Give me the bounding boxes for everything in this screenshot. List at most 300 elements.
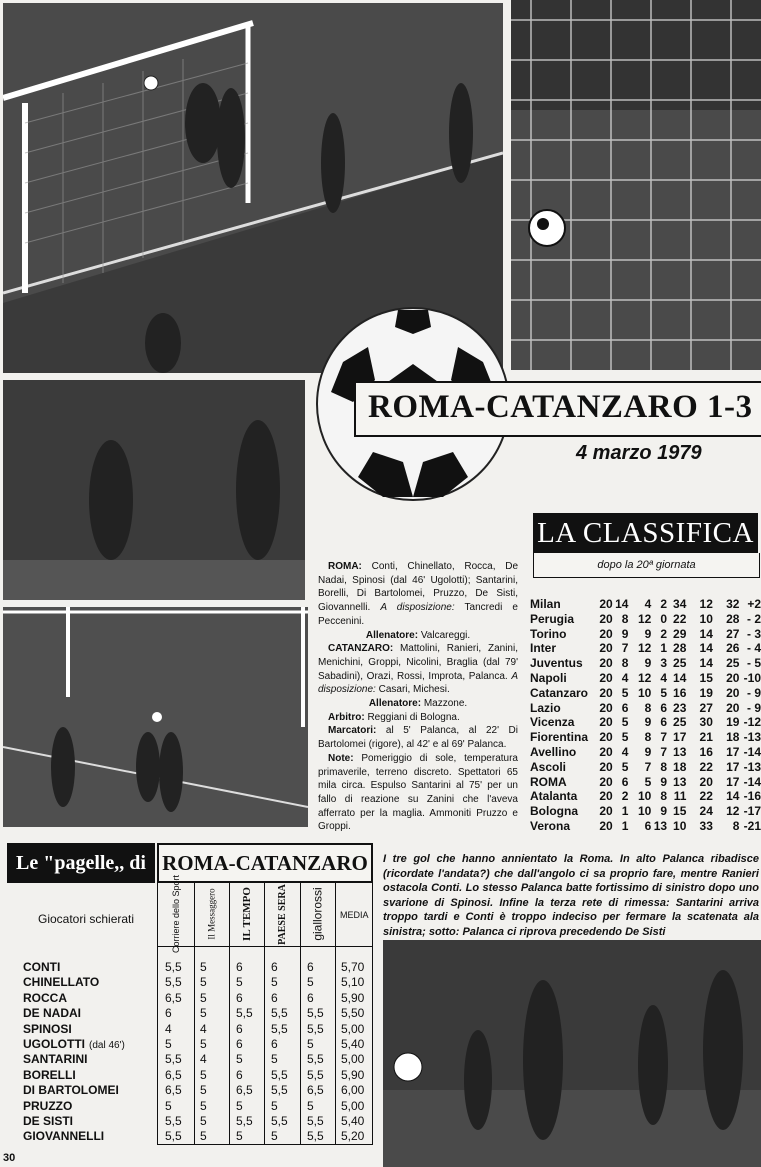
catanzaro-label: CATANZARO: bbox=[328, 643, 394, 655]
standings-cell: 25 bbox=[673, 656, 687, 671]
standings-cell: -10 bbox=[743, 670, 761, 685]
standings-cell: 8 bbox=[660, 789, 668, 804]
vote-value: 5,5 bbox=[236, 1006, 253, 1021]
standings-row bbox=[530, 745, 761, 760]
player-row bbox=[23, 1114, 125, 1129]
standings-cell: - 2 bbox=[746, 611, 761, 626]
source-paese-sera: PAESE SERA bbox=[276, 883, 288, 945]
match-date: 4 marzo 1979 bbox=[576, 442, 702, 464]
roma-disp-label: A disposizione: bbox=[380, 602, 455, 614]
standings-row bbox=[530, 715, 761, 730]
vote-value: 5 bbox=[307, 1036, 314, 1051]
standings-team: Ascoli bbox=[530, 759, 567, 774]
vote-value: 5,5 bbox=[271, 1067, 288, 1082]
vote-value: 5 bbox=[307, 1098, 314, 1113]
vote-value: 5 bbox=[200, 1113, 207, 1128]
standings-cell: 7 bbox=[644, 759, 652, 774]
vote-value: 5 bbox=[200, 1067, 207, 1082]
vote-value: 6,5 bbox=[165, 1067, 182, 1082]
standings-row bbox=[530, 656, 761, 671]
standings-cell: 9 bbox=[644, 656, 652, 671]
standings-team: Bologna bbox=[530, 804, 578, 819]
player-row bbox=[23, 991, 125, 1006]
vote-value: 5,5 bbox=[307, 1052, 324, 1067]
standings-team: Inter bbox=[530, 641, 557, 656]
standings-team: Fiorentina bbox=[530, 730, 589, 745]
standings-cell: 5 bbox=[644, 774, 652, 789]
vote-value: 5 bbox=[200, 990, 207, 1005]
player-name: CONTI bbox=[23, 960, 61, 974]
standings-cell: 11 bbox=[673, 789, 687, 804]
arbitro-label: Arbitro: bbox=[328, 711, 365, 723]
standings-row bbox=[530, 612, 761, 627]
standings-cell: 5 bbox=[621, 759, 629, 774]
media-value: 5,00 bbox=[341, 1052, 365, 1067]
vote-value: 5 bbox=[200, 1098, 207, 1113]
vote-value: 5 bbox=[236, 975, 243, 990]
match-title: ROMA-CATANZARO 1-3 bbox=[368, 389, 753, 425]
source-il-tempo: IL TEMPO bbox=[241, 887, 253, 941]
standings-cell: 9 bbox=[644, 715, 652, 730]
standings-team: Napoli bbox=[530, 670, 567, 685]
standings-cell: 20 bbox=[726, 685, 740, 700]
standings-cell: 9 bbox=[644, 626, 652, 641]
standings-cell: 14 bbox=[726, 789, 740, 804]
standings-cell: 18 bbox=[673, 759, 687, 774]
players-column-label: Giocatori schierati bbox=[38, 912, 135, 926]
player-row bbox=[23, 1068, 125, 1083]
standings-cell: 20 bbox=[599, 774, 613, 789]
standings-cell: 5 bbox=[621, 730, 629, 745]
standings-cell: 32 bbox=[726, 597, 740, 611]
player-name: SANTARINI bbox=[23, 1052, 88, 1067]
standings-cell: 2 bbox=[660, 597, 668, 611]
standings-cell: 5 bbox=[621, 685, 629, 700]
standings-row bbox=[530, 701, 761, 716]
standings-row bbox=[530, 819, 761, 834]
player-name: GIOVANNELLI bbox=[23, 1129, 105, 1144]
vote-value: 5 bbox=[200, 975, 207, 990]
media-value: 5,00 bbox=[341, 1098, 365, 1113]
standings-cell: -16 bbox=[743, 789, 761, 804]
standings-cell: 20 bbox=[699, 774, 713, 789]
standings-cell: 4 bbox=[621, 744, 629, 759]
player-name: UGOLOTTI bbox=[23, 1036, 85, 1051]
standings-cell: 15 bbox=[673, 804, 687, 819]
standings-cell: 7 bbox=[660, 744, 668, 759]
standings-cell: 17 bbox=[673, 730, 687, 745]
votes-column bbox=[165, 960, 182, 1145]
votes-column bbox=[307, 960, 324, 1145]
roma-coach: Valcareggi. bbox=[420, 629, 471, 641]
catanzaro-disp: Casari, Michesi. bbox=[378, 684, 450, 696]
standings-cell: 20 bbox=[599, 685, 613, 700]
vote-value: 5,5 bbox=[165, 1052, 182, 1067]
standings-row bbox=[530, 804, 761, 819]
player-row bbox=[23, 1099, 125, 1114]
standings-cell: 10 bbox=[638, 789, 652, 804]
standings-team: Atalanta bbox=[530, 789, 578, 804]
standings-cell: 17 bbox=[726, 744, 740, 759]
vote-value: 6,5 bbox=[307, 1083, 324, 1098]
pagelle-match-heading: ROMA-CATANZARO bbox=[157, 843, 373, 883]
roma-label: ROMA: bbox=[328, 561, 362, 572]
standings-cell: 10 bbox=[638, 685, 652, 700]
standings-cell: 17 bbox=[726, 759, 740, 774]
standings-cell: 2 bbox=[621, 789, 629, 804]
standings-cell: 17 bbox=[726, 774, 740, 789]
standings-cell: 8 bbox=[644, 730, 652, 745]
standings-cell: -17 bbox=[743, 804, 761, 819]
standings-team: Torino bbox=[530, 626, 567, 641]
standings-cell: 13 bbox=[653, 818, 668, 833]
standings-cell: 23 bbox=[673, 700, 687, 715]
standings-cell: 20 bbox=[726, 670, 740, 685]
player-name: DI BARTOLOMEI bbox=[23, 1083, 119, 1098]
standings-cell: 9 bbox=[644, 744, 652, 759]
vote-value: 5 bbox=[307, 975, 314, 990]
media-value: 5,40 bbox=[341, 1113, 365, 1128]
standings-team: Juventus bbox=[530, 656, 583, 671]
standings-cell: 14 bbox=[673, 670, 687, 685]
standings-cell: 4 bbox=[644, 597, 652, 611]
photo-penalty bbox=[3, 607, 308, 827]
standings-cell: 6 bbox=[644, 818, 652, 833]
player-name: CHINELLATO bbox=[23, 975, 100, 990]
vote-value: 5,5 bbox=[271, 1113, 288, 1128]
standings-cell: 24 bbox=[699, 804, 713, 819]
standings-team: Vicenza bbox=[530, 715, 575, 730]
arbitro: Reggiani di Bologna. bbox=[367, 711, 460, 723]
standings-cell: 20 bbox=[726, 700, 740, 715]
standings-cell: 2 bbox=[660, 626, 668, 641]
vote-value: 5,5 bbox=[307, 1129, 324, 1144]
standings-row bbox=[530, 686, 761, 701]
player-substitution-note: (dal 46') bbox=[89, 1039, 125, 1051]
standings-cell: 20 bbox=[599, 670, 613, 685]
roma-coach-label: Allenatore: bbox=[365, 629, 419, 641]
player-row bbox=[23, 1022, 125, 1037]
standings-team: Milan bbox=[530, 597, 561, 611]
standings-cell: 16 bbox=[699, 744, 713, 759]
player-name: SPINOSI bbox=[23, 1021, 72, 1036]
media-value: 5,90 bbox=[341, 990, 365, 1005]
vote-value: 5,5 bbox=[165, 960, 182, 974]
player-name: BORELLI bbox=[23, 1067, 76, 1082]
vote-value: 6 bbox=[165, 1006, 172, 1021]
standings-cell: 6 bbox=[621, 774, 629, 789]
votes-column bbox=[236, 960, 253, 1145]
standings-team: Lazio bbox=[530, 700, 561, 715]
vote-value: 5 bbox=[236, 1129, 243, 1144]
standings-cell: 19 bbox=[726, 715, 740, 730]
standings-cell: - 9 bbox=[746, 700, 761, 715]
player-row bbox=[23, 1037, 125, 1052]
standings-cell: 0 bbox=[660, 611, 668, 626]
roma-disp: Tancredi e Peccenini. bbox=[318, 602, 518, 627]
note: Pomeriggio di sole, temperatura primaverile, terreno discreto. Spettatori 65 mila circa. Espulso Santarini al 75' per un fallo di reazione su Zanini che l'aveva afferrato per la maglia. Ammoniti Pruzzo e Groppi. bbox=[318, 752, 518, 833]
vote-value: 6 bbox=[236, 990, 243, 1005]
standings-cell: 20 bbox=[599, 804, 613, 819]
standings-team: Verona bbox=[530, 818, 571, 833]
vote-value: 5,5 bbox=[307, 1021, 324, 1036]
standings-cell: 20 bbox=[599, 789, 613, 804]
standings-cell: 14 bbox=[699, 641, 713, 656]
standings-cell: 6 bbox=[660, 715, 668, 730]
media-value: 5,10 bbox=[341, 975, 365, 990]
standings-cell: 16 bbox=[673, 685, 687, 700]
standings-cell: 14 bbox=[699, 656, 713, 671]
standings-cell: 9 bbox=[621, 626, 629, 641]
vote-value: 5,5 bbox=[165, 1129, 182, 1144]
standings-cell: 1 bbox=[621, 804, 629, 819]
vote-value: 5 bbox=[200, 1036, 207, 1051]
source-messaggero: Il Messaggero bbox=[207, 888, 217, 940]
vote-value: 5 bbox=[200, 1006, 207, 1021]
marcatori-label: Marcatori: bbox=[328, 725, 377, 737]
vote-value: 6 bbox=[236, 1021, 243, 1036]
vote-value: 4 bbox=[165, 1021, 172, 1036]
standings-cell: 8 bbox=[660, 759, 668, 774]
standings-cell: 19 bbox=[699, 685, 713, 700]
vote-value: 5 bbox=[200, 960, 207, 974]
standings-cell: 7 bbox=[621, 641, 629, 656]
standings-cell: 20 bbox=[599, 744, 613, 759]
media-value: 5,90 bbox=[341, 1067, 365, 1082]
standings-cell: 21 bbox=[699, 730, 713, 745]
vote-value: 6,5 bbox=[165, 990, 182, 1005]
standings-cell: 10 bbox=[673, 818, 687, 833]
standings-cell: 26 bbox=[726, 641, 740, 656]
standings-row bbox=[530, 730, 761, 745]
standings-cell: 25 bbox=[726, 656, 740, 671]
catanzaro-players: Mattolini, Ranieri, Zanini, Menichini, Groppi, Nicolini, Braglia (dal 79' Sabadini), Orazi, Rossi, Improta, Palanca. bbox=[318, 643, 518, 682]
standings-cell: 3 bbox=[660, 656, 668, 671]
player-name: PRUZZO bbox=[23, 1098, 73, 1113]
standings-cell: 8 bbox=[621, 656, 629, 671]
standings-cell: 12 bbox=[638, 641, 652, 656]
standings-cell: 8 bbox=[644, 700, 652, 715]
vote-value: 6 bbox=[271, 1036, 278, 1051]
catanzaro-coach: Mazzone. bbox=[423, 698, 468, 710]
standings-cell: 34 bbox=[673, 597, 687, 611]
standings-cell: 18 bbox=[726, 730, 740, 745]
standings-cell: 14 bbox=[699, 626, 713, 641]
standings-heading: LA CLASSIFICA bbox=[533, 513, 758, 553]
standings-cell: 29 bbox=[673, 626, 687, 641]
media-value: 5,50 bbox=[341, 1006, 365, 1021]
standings-cell: -12 bbox=[743, 715, 761, 730]
standings-cell: - 5 bbox=[746, 656, 761, 671]
standings-row bbox=[530, 597, 761, 612]
page-number: 30 bbox=[3, 1152, 16, 1164]
vote-value: 5,5 bbox=[271, 1021, 288, 1036]
standings-cell: 12 bbox=[638, 670, 652, 685]
standings-cell: 7 bbox=[660, 730, 668, 745]
standings-cell: 12 bbox=[699, 597, 713, 611]
standings-team: Avellino bbox=[530, 744, 577, 759]
standings-cell: 20 bbox=[599, 641, 613, 656]
vote-value: 5 bbox=[165, 1098, 172, 1113]
standings-cell: 20 bbox=[599, 715, 613, 730]
standings-cell: 9 bbox=[660, 774, 668, 789]
vote-value: 5 bbox=[271, 1052, 278, 1067]
standings-cell: 20 bbox=[599, 700, 613, 715]
standings-cell: - 3 bbox=[746, 626, 761, 641]
votes-column bbox=[271, 960, 288, 1145]
standings-cell: 13 bbox=[673, 744, 687, 759]
standings-cell: 28 bbox=[726, 611, 740, 626]
standings-cell: 20 bbox=[599, 730, 613, 745]
standings-cell: 14 bbox=[615, 597, 629, 611]
standings-cell: 1 bbox=[660, 641, 668, 656]
vote-value: 5 bbox=[236, 1052, 243, 1067]
standings-cell: +2 bbox=[747, 597, 761, 611]
standings-cell: 25 bbox=[673, 715, 687, 730]
photo-goal-net bbox=[511, 0, 761, 370]
photo-palanca-shot bbox=[383, 940, 761, 1167]
standings-cell: 22 bbox=[673, 611, 687, 626]
catanzaro-disp-label: A disposizione: bbox=[318, 670, 518, 696]
vote-value: 5 bbox=[271, 1098, 278, 1113]
vote-value: 5 bbox=[200, 1083, 207, 1098]
standings-team: ROMA bbox=[530, 774, 567, 789]
standings-cell: 20 bbox=[599, 597, 613, 611]
vote-value: 5 bbox=[271, 1129, 278, 1144]
standings-cell: 33 bbox=[699, 818, 713, 833]
vote-value: 5,5 bbox=[165, 975, 182, 990]
standings-cell: 6 bbox=[660, 700, 668, 715]
player-row bbox=[23, 1083, 125, 1098]
standings-cell: 20 bbox=[599, 626, 613, 641]
standings-cell: 4 bbox=[621, 670, 629, 685]
vote-value: 6 bbox=[307, 990, 314, 1005]
vote-value: 6 bbox=[271, 960, 278, 974]
note-label: Note: bbox=[328, 752, 354, 764]
standings-cell: 8 bbox=[621, 611, 629, 626]
vote-value: 5 bbox=[200, 1129, 207, 1144]
player-name: DE NADAI bbox=[23, 1006, 82, 1021]
vote-value: 4 bbox=[200, 1021, 207, 1036]
standings-row bbox=[530, 789, 761, 804]
standings-cell: 20 bbox=[599, 818, 613, 833]
vote-value: 6 bbox=[236, 1067, 243, 1082]
vote-value: 6,5 bbox=[165, 1083, 182, 1098]
standings-cell: 10 bbox=[699, 611, 713, 626]
vote-value: 5,5 bbox=[271, 1083, 288, 1098]
standings-cell: 22 bbox=[699, 759, 713, 774]
vote-value: 5,5 bbox=[307, 1006, 324, 1021]
standings-cell: 27 bbox=[726, 626, 740, 641]
standings-cell: 20 bbox=[599, 656, 613, 671]
match-report bbox=[318, 560, 518, 834]
match-title-box bbox=[354, 381, 761, 437]
standings-team: Perugia bbox=[530, 611, 575, 626]
source-giallorossi: giallorossi bbox=[311, 887, 326, 941]
standings-cell: 5 bbox=[660, 685, 668, 700]
player-name: DE SISTI bbox=[23, 1113, 74, 1128]
vote-value: 5,5 bbox=[307, 1067, 324, 1082]
standings-row bbox=[530, 627, 761, 642]
vote-value: 6 bbox=[307, 960, 314, 974]
source-corriere: Corriere dello Sport bbox=[171, 874, 182, 954]
media-value: 5,70 bbox=[341, 960, 365, 974]
vote-value: 6 bbox=[236, 960, 243, 974]
vote-value: 5,5 bbox=[165, 1113, 182, 1128]
player-row bbox=[23, 1129, 125, 1144]
standings-cell: - 4 bbox=[746, 641, 761, 656]
photo-caption: I tre gol che hanno annientato la Roma. In alto Palanca ribadisce (ricordate l'andata?) che dall'angolo ci sa proprio fare, mentre Ranieri ostacola Conti. Lo stesso Palanca batte fortissimo di sinistro dopo uno svarione di Spinosi. Infine la terza rete di rimessa: Santarini arriva troppo tardi e Conti è troppo indeciso per fermare la scatenata ala sinistra; sotto: Palanca ci riprova precedendo De Sisti bbox=[383, 853, 759, 938]
media-value: 6,00 bbox=[341, 1083, 365, 1098]
vote-value: 6 bbox=[236, 1036, 243, 1051]
standings-row bbox=[530, 775, 761, 790]
votes-column bbox=[200, 960, 207, 1145]
standings-cell: 27 bbox=[699, 700, 713, 715]
standings-cell: 1 bbox=[621, 818, 629, 833]
media-header: MEDIA bbox=[340, 910, 369, 920]
pagelle-heading: Le "pagelle,, di bbox=[7, 843, 155, 883]
vote-value: 5,5 bbox=[271, 1006, 288, 1021]
standings-cell: 28 bbox=[673, 641, 687, 656]
standings-cell: -13 bbox=[743, 759, 761, 774]
vote-value: 6 bbox=[271, 990, 278, 1005]
roma-players: Conti, Chinellato, Rocca, De Nadai, Spinosi (dal 46' Ugolotti); Santarini, Borelli, Di Bartolomei, Pruzzo, De Sisti, Giovannelli. bbox=[318, 561, 519, 614]
vote-value: 6,5 bbox=[236, 1083, 253, 1098]
standings-row bbox=[530, 671, 761, 686]
standings-cell: 12 bbox=[726, 804, 740, 819]
player-row bbox=[23, 975, 125, 990]
standings-table bbox=[530, 597, 761, 834]
standings-cell: 22 bbox=[699, 789, 713, 804]
standings-cell: -13 bbox=[743, 730, 761, 745]
vote-value: 5 bbox=[165, 1036, 172, 1051]
standings-cell: 9 bbox=[660, 804, 668, 819]
vote-value: 5,5 bbox=[307, 1113, 324, 1128]
vote-value: 5 bbox=[271, 975, 278, 990]
standings-cell: 20 bbox=[599, 759, 613, 774]
players-list bbox=[23, 960, 125, 1145]
player-row bbox=[23, 1006, 125, 1021]
standings-cell: 12 bbox=[638, 611, 652, 626]
catanzaro-coach-label: Allenatore: bbox=[368, 698, 422, 710]
vote-value: 5,5 bbox=[236, 1113, 253, 1128]
media-column bbox=[341, 960, 364, 1145]
photo-stadium-player bbox=[3, 380, 305, 600]
player-name: ROCCA bbox=[23, 990, 67, 1005]
media-value: 5,20 bbox=[341, 1129, 365, 1144]
standings-team: Catanzaro bbox=[530, 685, 589, 700]
standings-cell: 30 bbox=[699, 715, 713, 730]
standings-cell: 6 bbox=[621, 700, 629, 715]
media-value: 5,40 bbox=[341, 1036, 365, 1051]
standings-row bbox=[530, 760, 761, 775]
standings-cell: 10 bbox=[638, 804, 652, 819]
player-row bbox=[23, 1052, 125, 1067]
standings-cell: - 9 bbox=[746, 685, 761, 700]
vote-value: 5 bbox=[236, 1098, 243, 1113]
standings-cell: 13 bbox=[673, 774, 687, 789]
standings-row bbox=[530, 641, 761, 656]
standings-cell: 5 bbox=[621, 715, 629, 730]
standings-cell: 4 bbox=[660, 670, 668, 685]
standings-cell: 20 bbox=[599, 611, 613, 626]
player-row bbox=[23, 960, 125, 975]
standings-cell: 15 bbox=[699, 670, 713, 685]
standings-subheading: dopo la 20ª giornata bbox=[533, 553, 760, 578]
standings-cell: 8 bbox=[732, 818, 740, 833]
standings-cell: -14 bbox=[743, 744, 761, 759]
marcatori: al 5' Palanca, al 22' Di Bartolomei (rigore), al 42' e al 69' Palanca. bbox=[318, 725, 519, 751]
